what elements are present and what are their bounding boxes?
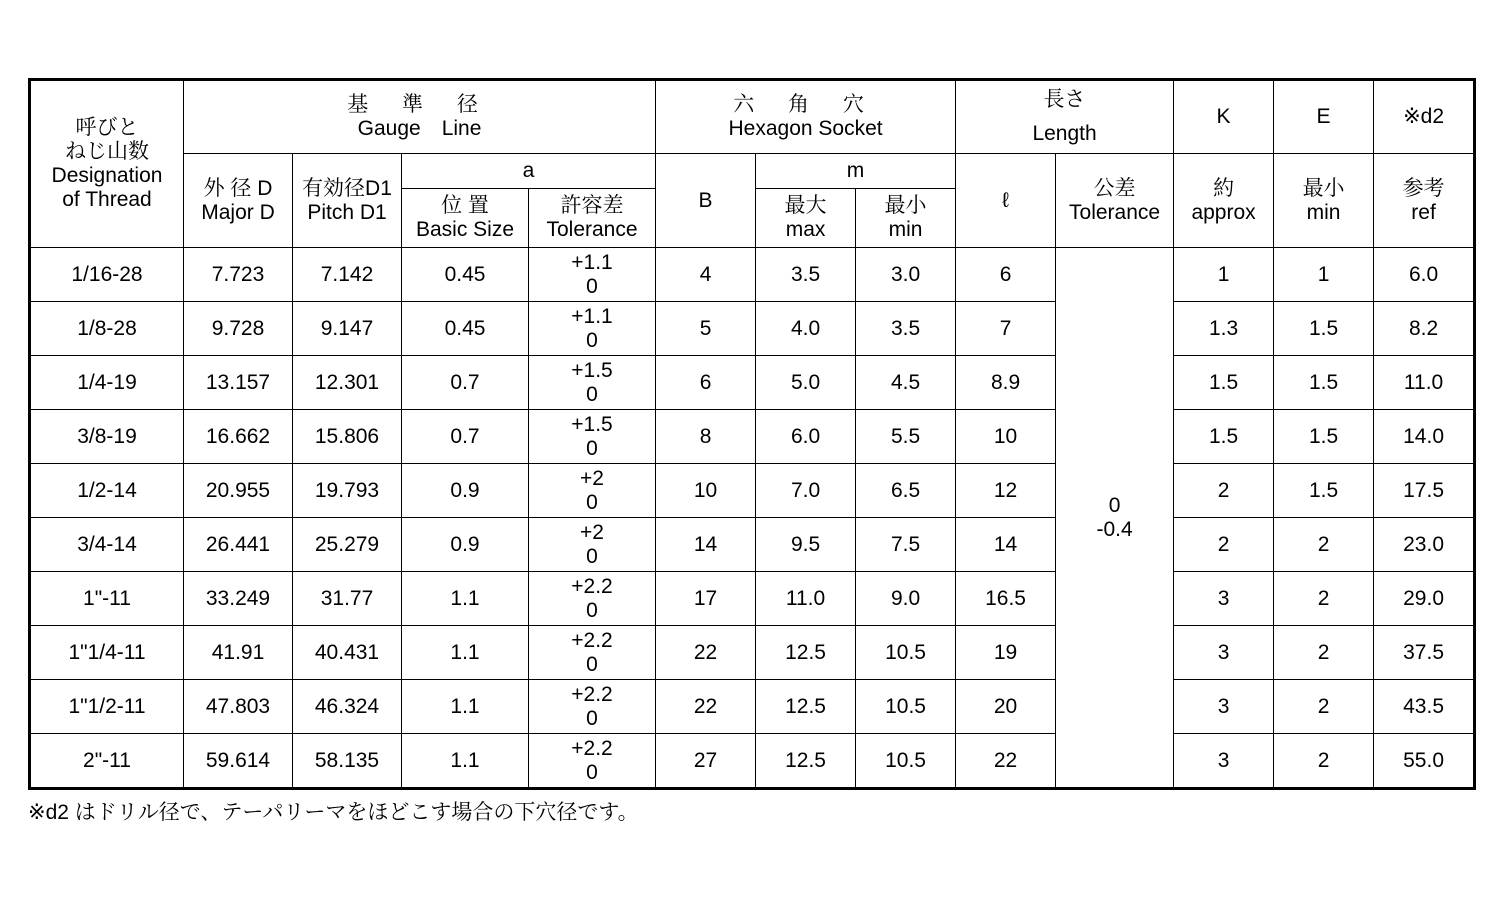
m-max-cell: 6.0 [756, 410, 856, 464]
basic-size-cell: 0.7 [402, 410, 529, 464]
major-diameter-cell: 26.441 [184, 518, 293, 572]
pitch-diameter-header-en: Pitch D1 [307, 200, 387, 224]
m-max-cell: 11.0 [756, 572, 856, 626]
length-tolerance-header-en: Tolerance [1069, 200, 1161, 224]
m-max-cell: 12.5 [756, 680, 856, 734]
table-row [30, 626, 1475, 680]
table-row [30, 302, 1475, 356]
b-cell: 10 [656, 464, 756, 518]
table-row [30, 410, 1475, 464]
table-row [30, 464, 1475, 518]
basic-size-header [402, 189, 529, 248]
tolerance-cell [529, 626, 656, 680]
b-cell: 8 [656, 410, 756, 464]
d2-sub-header-en: ref [1411, 200, 1436, 224]
k-cell: 3 [1174, 680, 1274, 734]
e-cell: 2 [1274, 572, 1374, 626]
tolerance-cell [529, 356, 656, 410]
length-tolerance-upper: 0 [1108, 493, 1121, 517]
spec-table [28, 78, 1476, 790]
m-max-cell: 4.0 [756, 302, 856, 356]
designation-cell: 3/4-14 [30, 518, 184, 572]
basic-size-cell: 1.1 [402, 734, 529, 789]
designation-cell: 1/16-28 [30, 248, 184, 302]
major-diameter-cell: 41.91 [184, 626, 293, 680]
ell-cell: 20 [956, 680, 1056, 734]
major-diameter-cell: 13.157 [184, 356, 293, 410]
tolerance-upper: +1.1 [571, 250, 613, 274]
e-sub-header-en: min [1306, 200, 1341, 224]
tolerance-upper: +2.2 [571, 736, 613, 760]
pitch-diameter-header-jp: 有効径D1 [302, 176, 392, 200]
tolerance-upper: +2 [580, 466, 604, 490]
length-header [956, 80, 1174, 154]
e-header: E [1274, 80, 1374, 154]
ell-cell: 12 [956, 464, 1056, 518]
basic-size-cell: 0.45 [402, 302, 529, 356]
pitch-diameter-cell: 40.431 [293, 626, 402, 680]
tolerance-lower: 0 [586, 382, 598, 406]
tolerance-header [529, 189, 656, 248]
designation-header-en: Designation of Thread [51, 164, 163, 211]
tolerance-lower: 0 [586, 274, 598, 298]
m-max-cell: 7.0 [756, 464, 856, 518]
m-min-cell: 3.0 [856, 248, 956, 302]
b-cell: 14 [656, 518, 756, 572]
k-cell: 1.5 [1174, 356, 1274, 410]
gauge-line-header-jp: 基 準 径 [347, 93, 492, 116]
designation-cell: 1/8-28 [30, 302, 184, 356]
pitch-diameter-header [293, 154, 402, 248]
e-sub-header [1274, 154, 1374, 248]
tolerance-cell [529, 572, 656, 626]
b-cell: 4 [656, 248, 756, 302]
tolerance-upper: +2.2 [571, 682, 613, 706]
tolerance-header-jp: 許容差 [560, 194, 624, 217]
b-cell: 5 [656, 302, 756, 356]
tolerance-lower: 0 [586, 652, 598, 676]
basic-size-cell: 0.9 [402, 464, 529, 518]
k-cell: 2 [1174, 464, 1274, 518]
ell-cell: 6 [956, 248, 1056, 302]
major-diameter-header-jp: 外 径 D [203, 176, 273, 200]
m-header: m [756, 154, 956, 189]
table-row [30, 518, 1475, 572]
hexagon-socket-header [656, 80, 956, 154]
basic-size-cell: 1.1 [402, 680, 529, 734]
designation-cell: 3/8-19 [30, 410, 184, 464]
major-diameter-cell: 16.662 [184, 410, 293, 464]
major-diameter-cell: 20.955 [184, 464, 293, 518]
major-diameter-header-en: Major D [201, 200, 275, 224]
m-max-cell: 5.0 [756, 356, 856, 410]
tolerance-upper: +2 [580, 520, 604, 544]
table-row [30, 356, 1475, 410]
e-cell: 1.5 [1274, 302, 1374, 356]
m-min-cell: 10.5 [856, 626, 956, 680]
m-min-cell: 3.5 [856, 302, 956, 356]
tolerance-cell [529, 410, 656, 464]
tolerance-lower: 0 [586, 544, 598, 568]
tolerance-header-en: Tolerance [546, 218, 638, 241]
length-tolerance-header [1056, 154, 1174, 248]
ell-cell: 7 [956, 302, 1056, 356]
e-sub-header-jp: 最小 [1302, 176, 1345, 200]
b-cell: 17 [656, 572, 756, 626]
basic-size-cell: 0.45 [402, 248, 529, 302]
k-cell: 1.3 [1174, 302, 1274, 356]
pitch-diameter-cell: 31.77 [293, 572, 402, 626]
m-max-header-jp: 最大 [784, 194, 827, 217]
table-row [30, 248, 1475, 302]
tolerance-lower: 0 [586, 706, 598, 730]
tolerance-upper: +2.2 [571, 628, 613, 652]
length-tolerance-lower: -0.4 [1096, 517, 1133, 541]
k-cell: 1 [1174, 248, 1274, 302]
d2-cell: 6.0 [1374, 248, 1475, 302]
tolerance-cell [529, 248, 656, 302]
k-cell: 3 [1174, 626, 1274, 680]
table-row [30, 680, 1475, 734]
designation-header [30, 80, 184, 248]
m-max-header [756, 189, 856, 248]
hexagon-socket-header-jp: 六 角 穴 [733, 93, 878, 116]
designation-cell: 1"1/4-11 [30, 626, 184, 680]
e-cell: 2 [1274, 518, 1374, 572]
m-min-header [856, 189, 956, 248]
d2-sub-header-jp: 参考 [1402, 176, 1445, 200]
tolerance-upper: +1.1 [571, 304, 613, 328]
tolerance-cell [529, 734, 656, 789]
table-row [30, 734, 1475, 789]
d2-cell: 17.5 [1374, 464, 1475, 518]
tolerance-lower: 0 [586, 598, 598, 622]
m-min-header-en: min [888, 218, 923, 241]
k-cell: 3 [1174, 572, 1274, 626]
d2-cell: 55.0 [1374, 734, 1475, 789]
e-cell: 1.5 [1274, 356, 1374, 410]
major-diameter-cell: 9.728 [184, 302, 293, 356]
ell-header: ℓ [956, 154, 1056, 248]
ell-cell: 19 [956, 626, 1056, 680]
m-max-cell: 12.5 [756, 734, 856, 789]
m-min-cell: 6.5 [856, 464, 956, 518]
e-cell: 1 [1274, 248, 1374, 302]
major-diameter-cell: 47.803 [184, 680, 293, 734]
tolerance-upper: +1.5 [571, 358, 613, 382]
major-diameter-cell: 59.614 [184, 734, 293, 789]
designation-cell: 1/2-14 [30, 464, 184, 518]
e-cell: 2 [1274, 626, 1374, 680]
m-max-cell: 12.5 [756, 626, 856, 680]
d2-cell: 43.5 [1374, 680, 1475, 734]
b-cell: 6 [656, 356, 756, 410]
k-sub-header-en: approx [1191, 200, 1256, 224]
tolerance-cell [529, 302, 656, 356]
designation-header-jp: 呼びと ねじ山数 [65, 116, 149, 163]
m-max-cell: 9.5 [756, 518, 856, 572]
b-cell: 27 [656, 734, 756, 789]
b-header: B [656, 154, 756, 248]
b-cell: 22 [656, 626, 756, 680]
ell-cell: 8.9 [956, 356, 1056, 410]
tolerance-lower: 0 [586, 490, 598, 514]
length-header-jp: 長さ [1043, 88, 1086, 111]
e-cell: 2 [1274, 680, 1374, 734]
d2-cell: 37.5 [1374, 626, 1475, 680]
m-min-cell: 10.5 [856, 680, 956, 734]
b-cell: 22 [656, 680, 756, 734]
pitch-diameter-cell: 15.806 [293, 410, 402, 464]
major-diameter-cell: 7.723 [184, 248, 293, 302]
d2-cell: 23.0 [1374, 518, 1475, 572]
m-min-header-jp: 最小 [884, 194, 927, 217]
pitch-diameter-cell: 46.324 [293, 680, 402, 734]
basic-size-cell: 1.1 [402, 626, 529, 680]
m-min-cell: 10.5 [856, 734, 956, 789]
m-min-cell: 9.0 [856, 572, 956, 626]
pitch-diameter-cell: 19.793 [293, 464, 402, 518]
basic-size-cell: 0.7 [402, 356, 529, 410]
length-tolerance-header-jp: 公差 [1093, 176, 1136, 200]
designation-cell: 2"-11 [30, 734, 184, 789]
pitch-diameter-cell: 7.142 [293, 248, 402, 302]
gauge-line-header-en: Gauge Line [357, 117, 482, 140]
tolerance-lower: 0 [586, 436, 598, 460]
d2-cell: 11.0 [1374, 356, 1475, 410]
e-cell: 1.5 [1274, 464, 1374, 518]
k-cell: 3 [1174, 734, 1274, 789]
tolerance-cell [529, 680, 656, 734]
k-cell: 2 [1174, 518, 1274, 572]
pitch-diameter-cell: 58.135 [293, 734, 402, 789]
k-header: K [1174, 80, 1274, 154]
pitch-diameter-cell: 25.279 [293, 518, 402, 572]
m-min-cell: 5.5 [856, 410, 956, 464]
hexagon-socket-header-en: Hexagon Socket [728, 117, 883, 140]
basic-size-header-en: Basic Size [415, 218, 515, 241]
k-sub-header [1174, 154, 1274, 248]
designation-cell: 1/4-19 [30, 356, 184, 410]
pitch-diameter-cell: 9.147 [293, 302, 402, 356]
ell-cell: 16.5 [956, 572, 1056, 626]
m-max-header-en: max [785, 218, 826, 241]
k-cell: 1.5 [1174, 410, 1274, 464]
m-min-cell: 7.5 [856, 518, 956, 572]
length-header-en: Length [1032, 122, 1097, 145]
d2-cell: 29.0 [1374, 572, 1475, 626]
d2-header: ※d2 [1374, 80, 1475, 154]
table-row [30, 572, 1475, 626]
tolerance-upper: +2.2 [571, 574, 613, 598]
ell-cell: 22 [956, 734, 1056, 789]
tolerance-lower: 0 [586, 328, 598, 352]
major-diameter-cell: 33.249 [184, 572, 293, 626]
pitch-diameter-cell: 12.301 [293, 356, 402, 410]
length-tolerance-cell [1056, 248, 1174, 789]
m-min-cell: 4.5 [856, 356, 956, 410]
e-cell: 1.5 [1274, 410, 1374, 464]
tolerance-lower: 0 [586, 760, 598, 784]
tolerance-cell [529, 518, 656, 572]
d2-sub-header [1374, 154, 1475, 248]
a-header: a [402, 154, 656, 189]
e-cell: 2 [1274, 734, 1374, 789]
d2-cell: 14.0 [1374, 410, 1475, 464]
k-sub-header-jp: 約 [1213, 176, 1235, 200]
ell-cell: 14 [956, 518, 1056, 572]
designation-cell: 1"-11 [30, 572, 184, 626]
gauge-line-header [184, 80, 656, 154]
tolerance-upper: +1.5 [571, 412, 613, 436]
basic-size-cell: 1.1 [402, 572, 529, 626]
m-max-cell: 3.5 [756, 248, 856, 302]
designation-cell: 1"1/2-11 [30, 680, 184, 734]
ell-cell: 10 [956, 410, 1056, 464]
basic-size-cell: 0.9 [402, 518, 529, 572]
footnote: ※d2 はドリル径で、テーパリーマをほどこす場合の下穴径です。 [28, 801, 639, 824]
basic-size-header-jp: 位 置 [441, 194, 489, 217]
major-diameter-header [184, 154, 293, 248]
d2-cell: 8.2 [1374, 302, 1475, 356]
tolerance-cell [529, 464, 656, 518]
